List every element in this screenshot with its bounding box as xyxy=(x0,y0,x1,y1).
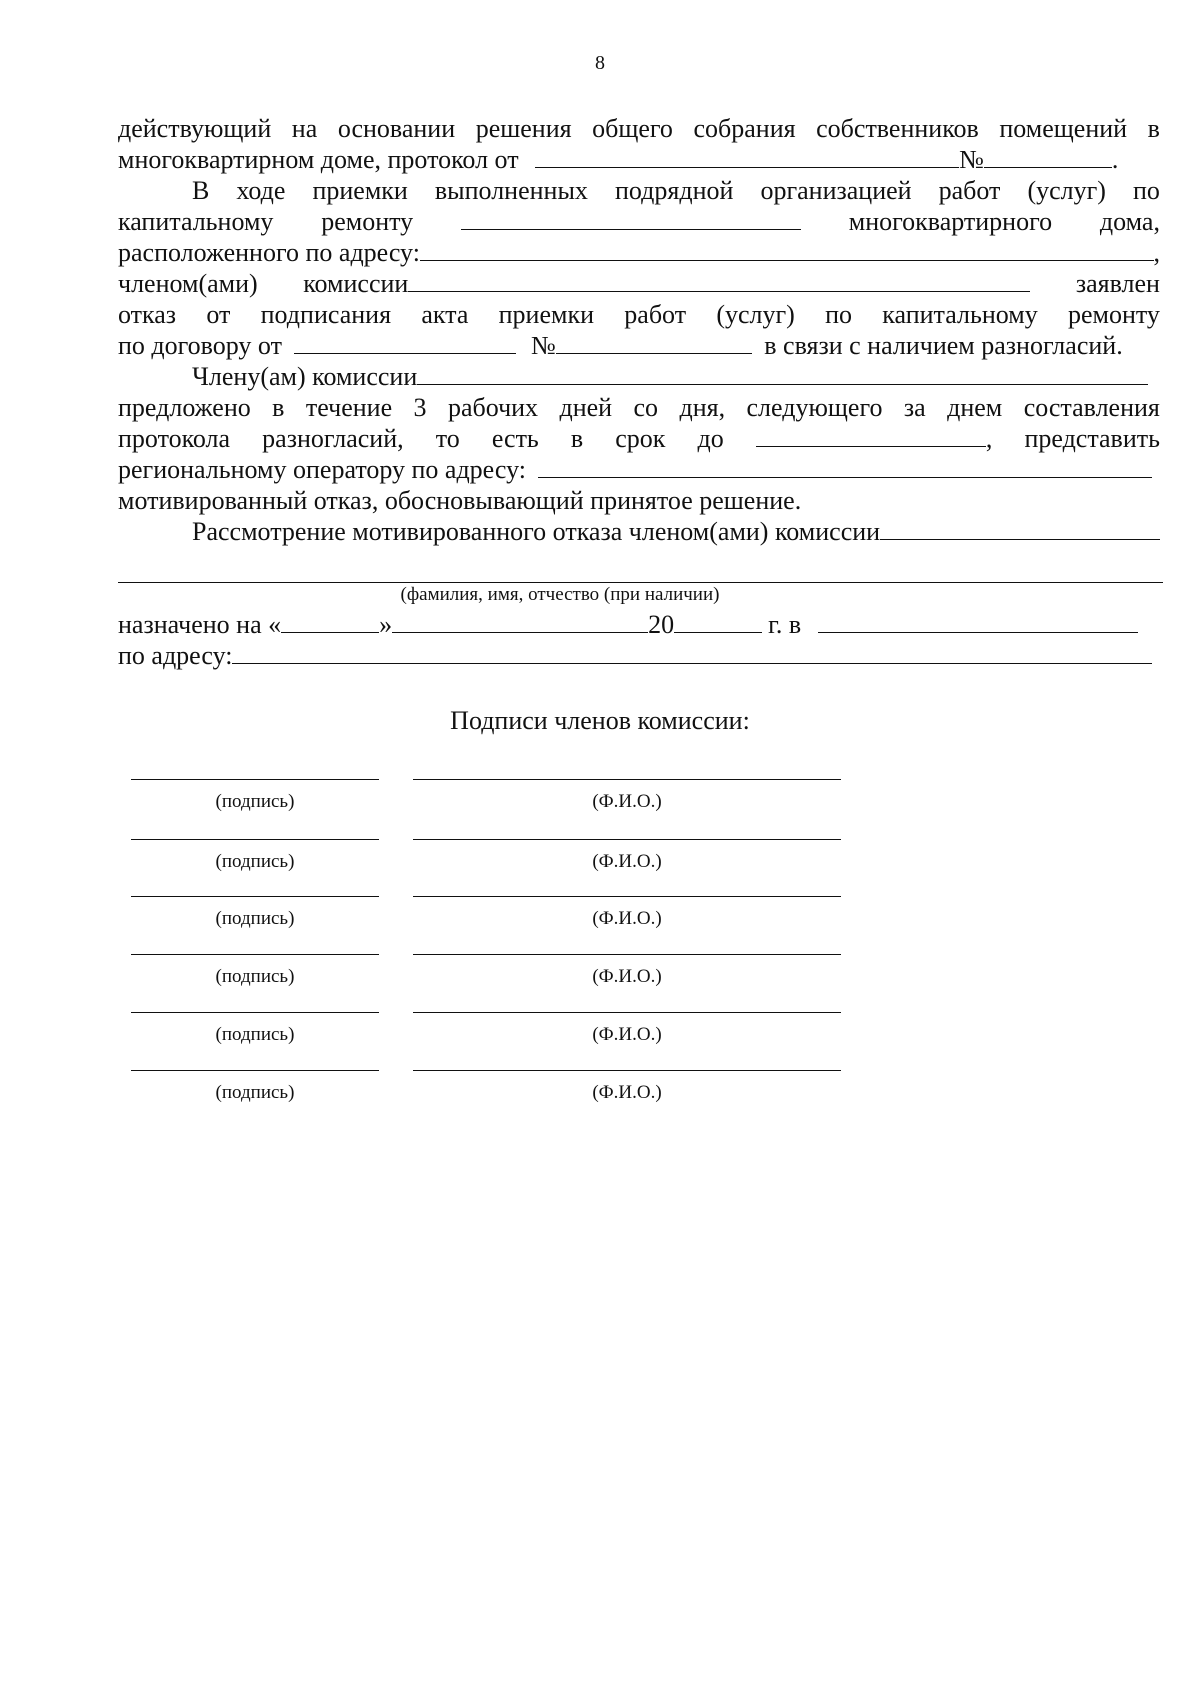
commission-members-field[interactable] xyxy=(417,362,1148,385)
commission-member-field[interactable] xyxy=(408,269,1030,292)
signature-line[interactable] xyxy=(131,896,379,897)
para3-line5: мотивированный отказ, обосновывающий принятое решение. xyxy=(118,486,802,515)
signature-line[interactable] xyxy=(131,1012,379,1013)
para2-line2: капитальному ремонту многоквартирного дома, xyxy=(118,207,1160,236)
para3-line1: Члену(ам) комиссии xyxy=(192,361,1160,392)
signature-line[interactable] xyxy=(131,839,379,840)
full-name-line[interactable] xyxy=(413,1070,841,1071)
page-number: 8 xyxy=(595,52,605,74)
signature-caption: (подпись) xyxy=(215,1082,295,1103)
para3-line2: предложено в течение 3 рабочих дней со дня, следующего за днем составления xyxy=(118,393,1160,422)
signature-caption: (подпись) xyxy=(215,791,295,812)
para2-line6: по договору от № в связи с наличием разногласий. xyxy=(118,331,1123,360)
review-member-field[interactable] xyxy=(880,517,1160,540)
full-name-caption: (Ф.И.О.) xyxy=(592,966,662,987)
full-name-line[interactable] xyxy=(413,896,841,897)
signature-caption: (подпись) xyxy=(215,1024,295,1045)
para1-line2: многоквартирном доме, протокол от № . xyxy=(118,145,1119,174)
full-name-caption: (Ф.И.О.) xyxy=(592,1024,662,1045)
para4-date-line: назначено на « » 20 г. в xyxy=(118,609,1160,640)
signature-caption: (подпись) xyxy=(215,966,295,987)
signatures-heading: Подписи членов комиссии: xyxy=(450,706,750,735)
full-name-line[interactable] xyxy=(413,1012,841,1013)
para2-line4: членом(ами) комиссии заявлен xyxy=(118,269,1160,298)
member-name-caption: (фамилия, имя, отчество (при наличии) xyxy=(400,584,720,605)
signature-line[interactable] xyxy=(131,1070,379,1071)
full-name-line[interactable] xyxy=(413,839,841,840)
protocol-date-field[interactable] xyxy=(535,145,959,168)
para2-line5: отказ от подписания акта приемки работ (услуг) по капитальному ремонту xyxy=(118,300,1160,329)
signature-line[interactable] xyxy=(131,779,379,780)
para1-line1: действующий на основании решения общего собрания собственников помещений в xyxy=(118,114,1160,143)
deadline-date-field[interactable] xyxy=(756,424,986,447)
operator-address-field[interactable] xyxy=(538,455,1152,478)
para4-line1: Рассмотрение мотивированного отказа членом(ами) комиссии xyxy=(192,516,1160,547)
contract-date-field[interactable] xyxy=(294,331,516,354)
full-name-caption: (Ф.И.О.) xyxy=(592,1082,662,1103)
signature-caption: (подпись) xyxy=(215,908,295,929)
building-address-field[interactable] xyxy=(420,238,1154,261)
para4-address-line: по адресу: xyxy=(118,640,1160,671)
repair-type-field[interactable] xyxy=(461,207,801,230)
para3-line3: протокола разногласий, то есть в срок до , представить xyxy=(118,424,1160,453)
review-month-field[interactable] xyxy=(392,610,648,633)
signature-caption: (подпись) xyxy=(215,851,295,872)
para2-line1: В ходе приемки выполненных подрядной организацией работ (услуг) по xyxy=(192,176,1160,205)
protocol-number-field[interactable] xyxy=(984,145,1112,168)
signature-line[interactable] xyxy=(131,954,379,955)
para3-line4: региональному оператору по адресу: xyxy=(118,454,1160,485)
para2-line3: расположенного по адресу: , xyxy=(118,238,1160,267)
full-name-caption: (Ф.И.О.) xyxy=(592,851,662,872)
contract-number-field[interactable] xyxy=(556,331,752,354)
review-day-field[interactable] xyxy=(281,610,379,633)
full-name-line[interactable] xyxy=(413,954,841,955)
member-name-line[interactable] xyxy=(118,582,1163,583)
review-year-field[interactable] xyxy=(674,610,762,633)
full-name-line[interactable] xyxy=(413,779,841,780)
review-time-field[interactable] xyxy=(818,610,1138,633)
full-name-caption: (Ф.И.О.) xyxy=(592,908,662,929)
review-address-field[interactable] xyxy=(232,641,1152,664)
full-name-caption: (Ф.И.О.) xyxy=(592,791,662,812)
